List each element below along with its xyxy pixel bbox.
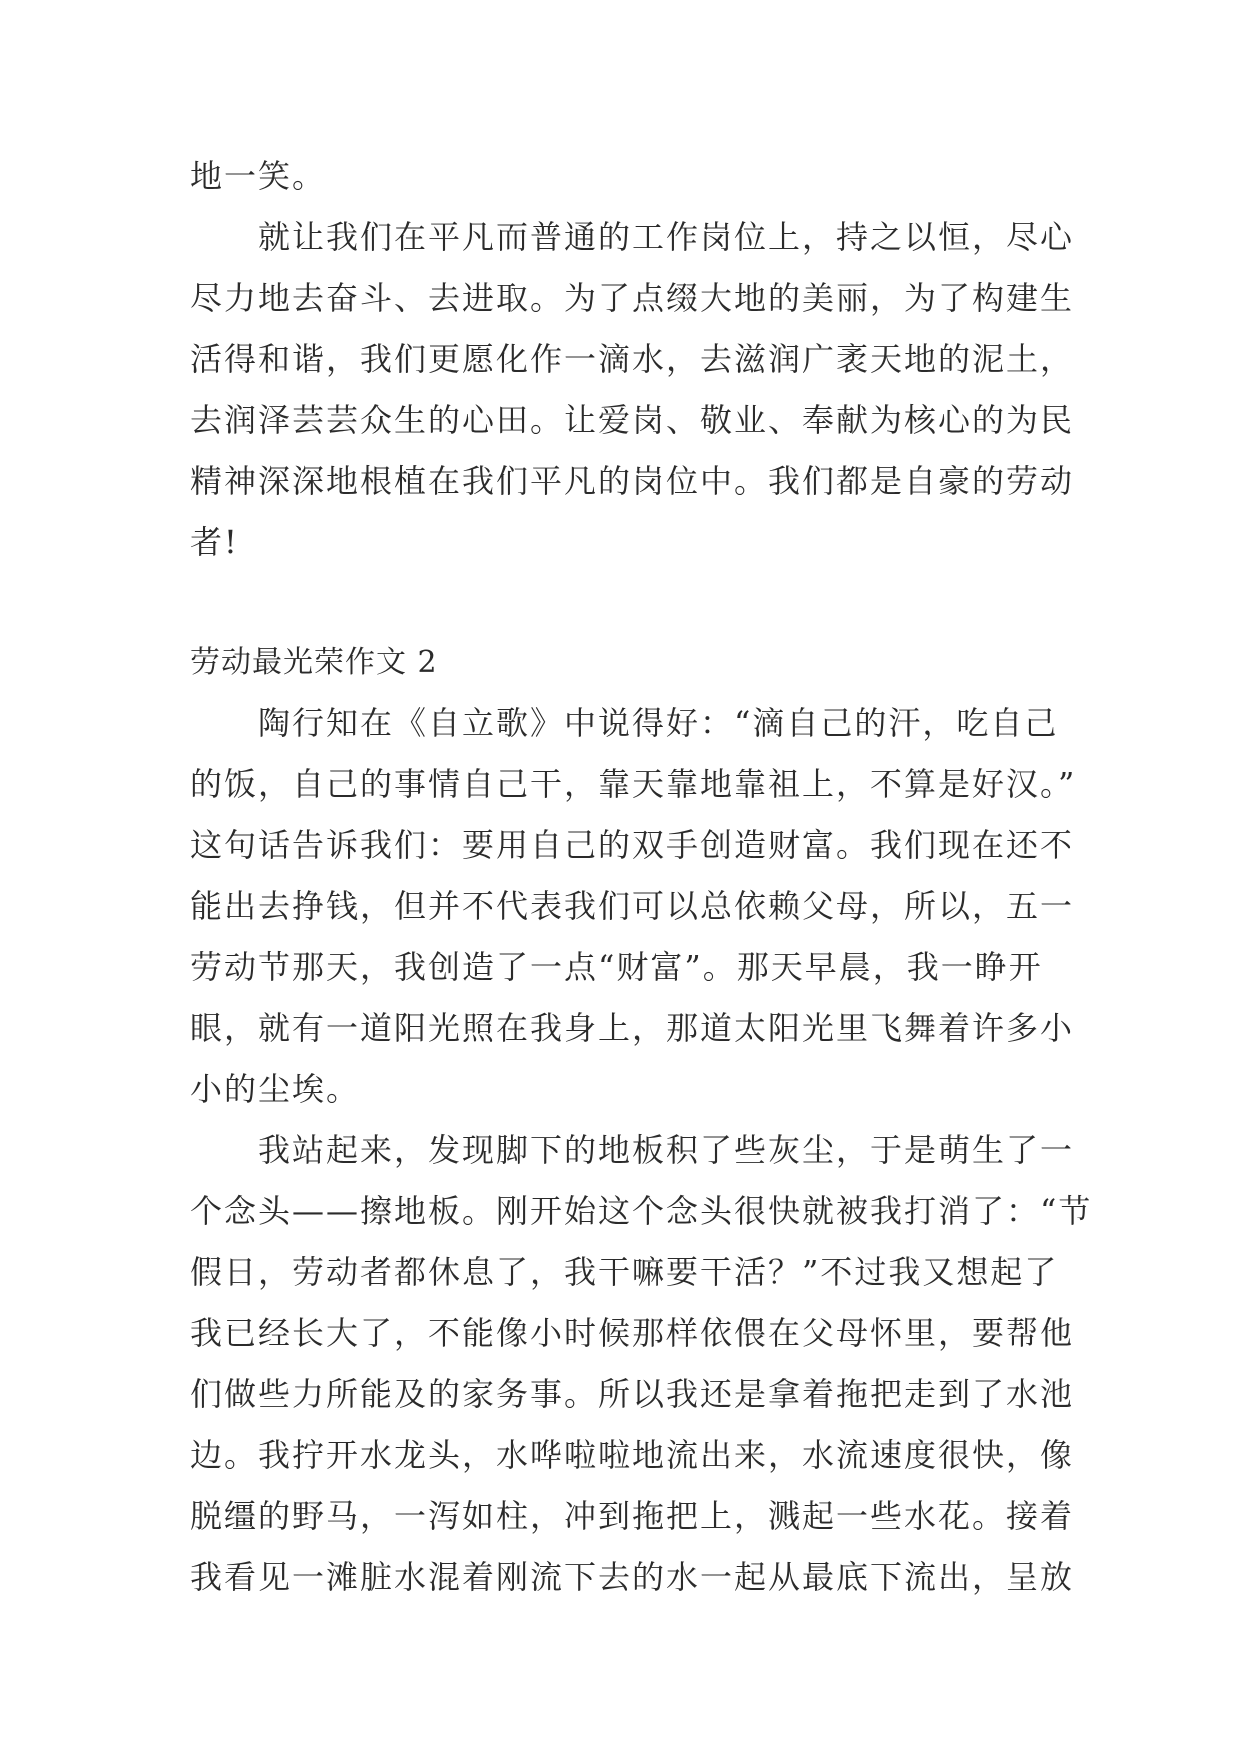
paragraph-line: 我看见一滩脏水混着刚流下去的水一起从最底下流出，呈放 bbox=[190, 1558, 1075, 1596]
paragraph-line: 尽力地去奋斗、去进取。为了点缀大地的美丽，为了构建生 bbox=[190, 279, 1075, 317]
paragraph-line: 精神深深地根植在我们平凡的岗位中。我们都是自豪的劳动 bbox=[190, 462, 1075, 500]
document-body bbox=[190, 146, 1093, 1608]
paragraph-line: 边。我拧开水龙头，水哗啦啦地流出来，水流速度很快，像 bbox=[190, 1436, 1075, 1474]
paragraph-line: 眼，就有一道阳光照在我身上，那道太阳光里飞舞着许多小 bbox=[190, 1009, 1075, 1047]
paragraph-line: 这句话告诉我们：要用自己的双手创造财富。我们现在还不 bbox=[190, 826, 1075, 864]
paragraph-line: 我已经长大了，不能像小时候那样依偎在父母怀里，要帮他 bbox=[190, 1314, 1075, 1352]
paragraph-line: 能出去挣钱，但并不代表我们可以总依赖父母，所以，五一 bbox=[190, 887, 1075, 925]
paragraph-line: 就让我们在平凡而普通的工作岗位上，持之以恒，尽心 bbox=[258, 218, 1075, 256]
paragraph-line: 脱缰的野马，一泻如柱，冲到拖把上，溅起一些水花。接着 bbox=[190, 1497, 1075, 1535]
paragraph-line: 活得和谐，我们更愿化作一滴水，去滋润广袤天地的泥土， bbox=[190, 340, 1075, 378]
section-spacer bbox=[190, 573, 1090, 632]
paragraph-line: 的饭，自己的事情自己干，靠天靠地靠祖上，不算是好汉。” bbox=[190, 765, 1077, 803]
paragraph-line: 地一笑。 bbox=[190, 157, 327, 195]
paragraph-line: 陶行知在《自立歌》中说得好：“滴自己的汗，吃自己 bbox=[258, 704, 1059, 742]
paragraph-line: 假日，劳动者都休息了，我干嘛要干活？”不过我又想起了 bbox=[190, 1253, 1059, 1291]
paragraph-line: 我站起来，发现脚下的地板积了些灰尘，于是萌生了一 bbox=[258, 1131, 1075, 1169]
paragraph-line: 个念头——擦地板。刚开始这个念头很快就被我打消了：“节 bbox=[190, 1192, 1093, 1230]
section-heading: 劳动最光荣作文 2 bbox=[190, 645, 438, 680]
paragraph-line: 去润泽芸芸众生的心田。让爱岗、敬业、奉献为核心的为民 bbox=[190, 401, 1075, 439]
paragraph-line: 小的尘埃。 bbox=[190, 1070, 361, 1108]
paragraph-line: 劳动节那天，我创造了一点“财富”。那天早晨，我一睁开 bbox=[190, 948, 1043, 986]
paragraph-line: 们做些力所能及的家务事。所以我还是拿着拖把走到了水池 bbox=[190, 1375, 1075, 1413]
paragraph-line: 者! bbox=[190, 523, 239, 561]
